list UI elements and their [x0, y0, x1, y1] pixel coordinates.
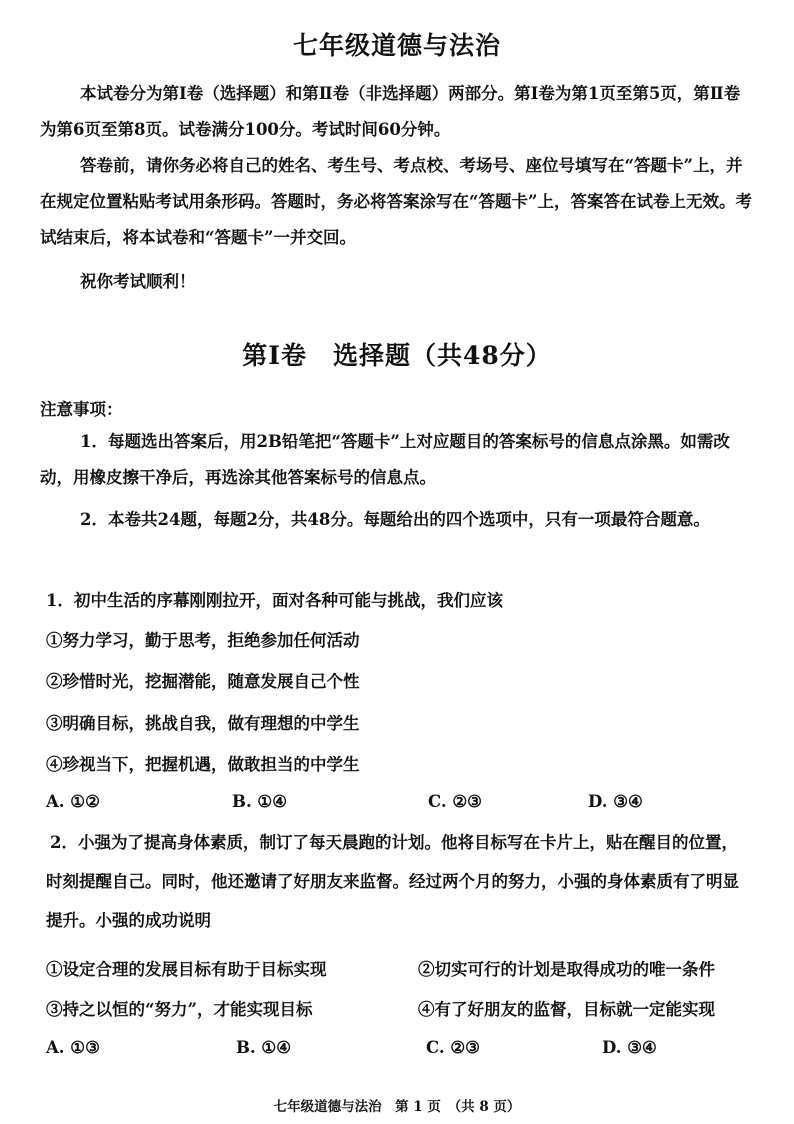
question-2-option-1: ①设定合理的发展目标有助于目标实现	[46, 960, 327, 979]
question-2-option-2: ②切实可行的计划是取得成功的唯一条件	[418, 960, 715, 979]
question-1-choice-b: B. ①④	[232, 792, 288, 811]
question-2-choice-d: D. ③④	[602, 1038, 657, 1057]
question-1-option-4: ④珍视当下，把握机遇，做敢担当的中学生	[46, 755, 360, 774]
page-title: 七年级道德与法治	[292, 31, 501, 60]
question-1-choice-c: C. ②③	[428, 792, 482, 811]
question-1-option-2: ②珍惜时光，挖掘潜能，随意发展自己个性	[46, 672, 360, 691]
notice-item-1: 1．每题选出答案后，用2B铅笔把“答题卡”上对应题目的答案标号的信息点涂黑。如需改动，用橡皮擦干净后，再选涂其他答案标号的信息点。	[40, 432, 730, 487]
question-2-option-4: ④有了好朋友的监督，目标就一定能实现	[418, 1000, 715, 1019]
question-2-choice-a: A. ①③	[46, 1038, 100, 1057]
question-1-choice-a: A. ①②	[46, 792, 100, 811]
question-1-choice-d: D. ③④	[588, 792, 643, 811]
question-1-option-3: ③明确目标，挑战自我，做有理想的中学生	[46, 714, 360, 733]
question-1-option-1: ①努力学习，勤于思考，拒绝参加任何活动	[46, 631, 360, 650]
page-footer: 七年级道德与法治 第 1 页 （共 8 页）	[273, 1099, 521, 1115]
good-luck-text: 祝你考试顺利！	[80, 272, 196, 291]
notice-heading: 注意事项：	[40, 400, 123, 419]
notice-item-2: 2．本卷共24题，每题2分，共48分。每题给出的四个选项中，只有一项最符合题意。	[80, 510, 710, 529]
question-2-choice-b: B. ①④	[236, 1038, 292, 1057]
question-1-stem: 1．初中生活的序幕刚刚拉开，面对各种可能与挑战，我们应该	[46, 591, 503, 610]
question-2-option-3: ③持之以恒的“努力”，才能实现目标	[46, 1000, 313, 1019]
question-2-choice-c: C. ②③	[426, 1038, 480, 1057]
intro-paragraph-2: 答卷前，请你务必将自己的姓名、考生号、考点校、考场号、座位号填写在“答题卡”上，并在规定位置粘贴考试用条形码。答题时，务必将答案涂写在“答题卡”上，答案答在试卷上无效。考试结束后，将本试卷和“答题卡”一并交回。	[40, 156, 752, 247]
question-2-stem: 2．小强为了提高身体素质，制订了每天晨跑的计划。他将目标写在卡片上，贴在醒目的位置，时刻提醒自己。同时，他还邀请了好朋友来监督。经过两个月的努力，小强的身体素质有了明显提升。小强的成功说明	[46, 833, 739, 930]
intro-paragraph-1: 本试卷分为第Ⅰ卷（选择题）和第Ⅱ卷（非选择题）两部分。第Ⅰ卷为第1页至第5页，第Ⅱ卷为第6页至第8页。试卷满分100分。考试时间60分钟。	[40, 84, 741, 139]
section-title: 第Ⅰ卷 选择题（共48分）	[242, 341, 552, 370]
